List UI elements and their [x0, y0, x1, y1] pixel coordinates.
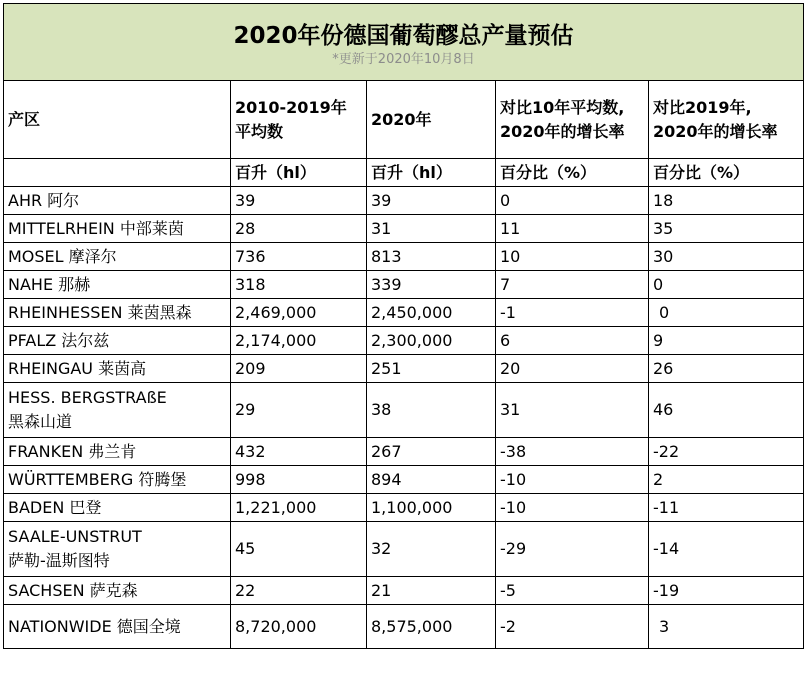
page-title: 2020年份德国葡萄醪总产量预估: [233, 23, 574, 49]
cell-2020[interactable]: 2,300,000: [367, 327, 496, 355]
cell-2020[interactable]: 32: [367, 522, 496, 577]
cell-average[interactable]: 8,720,000: [231, 605, 367, 649]
cell-vs-average[interactable]: 11: [496, 215, 649, 243]
cell-region[interactable]: WÜRTTEMBERG 符腾堡: [4, 466, 231, 494]
cell-vs-average[interactable]: -10: [496, 494, 649, 522]
header-vs-average[interactable]: [496, 81, 649, 159]
table-row-total: [4, 605, 804, 649]
cell-2020[interactable]: 1,100,000: [367, 494, 496, 522]
header-vs-2019[interactable]: [649, 81, 804, 159]
title-cell[interactable]: [4, 4, 804, 81]
unit-vs-average[interactable]: 百分比（%）: [496, 159, 649, 187]
header-vs-2019-line2: 2020年的增长率: [653, 121, 778, 141]
cell-2020[interactable]: 38: [367, 383, 496, 438]
header-average-line2: 平均数: [235, 121, 284, 141]
cell-average[interactable]: 2,469,000: [231, 299, 367, 327]
cell-vs-2019[interactable]: -14: [649, 522, 804, 577]
cell-2020[interactable]: 813: [367, 243, 496, 271]
cell-region[interactable]: AHR 阿尔: [4, 187, 231, 215]
cell-average[interactable]: 998: [231, 466, 367, 494]
cell-vs-average[interactable]: -1: [496, 299, 649, 327]
cell-vs-average[interactable]: -10: [496, 466, 649, 494]
table-row: [4, 327, 804, 355]
cell-2020[interactable]: 8,575,000: [367, 605, 496, 649]
cell-region-line1: HESS. BERGSTRAßE: [8, 388, 167, 407]
cell-vs-2019[interactable]: 3: [649, 605, 804, 649]
header-average[interactable]: [231, 81, 367, 159]
cell-region[interactable]: RHEINGAU 莱茵高: [4, 355, 231, 383]
table-row: [4, 243, 804, 271]
table-row: [4, 577, 804, 605]
header-vs-2019-line1: 对比2019年,: [653, 97, 752, 117]
cell-region[interactable]: [4, 383, 231, 438]
cell-region[interactable]: NATIONWIDE 德国全境: [4, 605, 231, 649]
header-average-line1: 2010-2019年: [235, 97, 347, 117]
cell-average[interactable]: 22: [231, 577, 367, 605]
cell-vs-average[interactable]: 7: [496, 271, 649, 299]
table-row: [4, 438, 804, 466]
cell-region[interactable]: RHEINHESSEN 莱茵黑森: [4, 299, 231, 327]
spreadsheet: [3, 3, 803, 649]
header-vs-average-line2: 2020年的增长率: [500, 121, 625, 141]
cell-2020[interactable]: 31: [367, 215, 496, 243]
cell-average[interactable]: 209: [231, 355, 367, 383]
table-row: [4, 355, 804, 383]
cell-region-line2: 萨勒-温斯图特: [8, 551, 110, 570]
cell-vs-average[interactable]: -2: [496, 605, 649, 649]
cell-vs-2019[interactable]: 18: [649, 187, 804, 215]
table-row: [4, 522, 804, 577]
production-table: [3, 3, 804, 649]
cell-vs-average[interactable]: 0: [496, 187, 649, 215]
cell-average[interactable]: 45: [231, 522, 367, 577]
cell-average[interactable]: 736: [231, 243, 367, 271]
cell-vs-2019[interactable]: 35: [649, 215, 804, 243]
cell-vs-2019[interactable]: -19: [649, 577, 804, 605]
cell-average[interactable]: 432: [231, 438, 367, 466]
cell-average[interactable]: 318: [231, 271, 367, 299]
cell-vs-2019[interactable]: 30: [649, 243, 804, 271]
table-row: [4, 271, 804, 299]
table-row: [4, 187, 804, 215]
cell-2020[interactable]: 21: [367, 577, 496, 605]
cell-average[interactable]: 28: [231, 215, 367, 243]
cell-vs-2019[interactable]: 26: [649, 355, 804, 383]
unit-average[interactable]: 百升（hl）: [231, 159, 367, 187]
cell-region[interactable]: BADEN 巴登: [4, 494, 231, 522]
table-row: [4, 383, 804, 438]
cell-vs-average[interactable]: 31: [496, 383, 649, 438]
cell-vs-average[interactable]: 6: [496, 327, 649, 355]
cell-vs-2019[interactable]: 0: [649, 299, 804, 327]
table-row: [4, 494, 804, 522]
cell-vs-2019[interactable]: -22: [649, 438, 804, 466]
cell-average[interactable]: 39: [231, 187, 367, 215]
cell-2020[interactable]: 2,450,000: [367, 299, 496, 327]
cell-region[interactable]: PFALZ 法尔兹: [4, 327, 231, 355]
cell-region-line2: 黑森山道: [8, 412, 73, 431]
table-row: [4, 215, 804, 243]
cell-vs-2019[interactable]: 2: [649, 466, 804, 494]
cell-2020[interactable]: 267: [367, 438, 496, 466]
cell-2020[interactable]: 339: [367, 271, 496, 299]
cell-average[interactable]: 1,221,000: [231, 494, 367, 522]
cell-region[interactable]: [4, 522, 231, 577]
cell-region[interactable]: MOSEL 摩泽尔: [4, 243, 231, 271]
cell-2020[interactable]: 251: [367, 355, 496, 383]
cell-2020[interactable]: 894: [367, 466, 496, 494]
cell-vs-average[interactable]: -38: [496, 438, 649, 466]
table-row: [4, 299, 804, 327]
cell-region-line1: SAALE-UNSTRUT: [8, 527, 142, 546]
cell-region[interactable]: FRANKEN 弗兰肯: [4, 438, 231, 466]
cell-region[interactable]: SACHSEN 萨克森: [4, 577, 231, 605]
header-region[interactable]: 产区: [4, 81, 231, 159]
cell-vs-average[interactable]: -29: [496, 522, 649, 577]
header-row: [4, 81, 804, 159]
table-row: [4, 466, 804, 494]
cell-vs-2019[interactable]: -11: [649, 494, 804, 522]
cell-region[interactable]: NAHE 那赫: [4, 271, 231, 299]
unit-2020[interactable]: 百升（hl）: [367, 159, 496, 187]
cell-vs-2019[interactable]: 9: [649, 327, 804, 355]
cell-vs-2019[interactable]: 46: [649, 383, 804, 438]
cell-average[interactable]: 2,174,000: [231, 327, 367, 355]
unit-region[interactable]: [4, 159, 231, 187]
cell-vs-average[interactable]: 20: [496, 355, 649, 383]
cell-region[interactable]: MITTELRHEIN 中部莱茵: [4, 215, 231, 243]
cell-vs-average[interactable]: 10: [496, 243, 649, 271]
unit-row: [4, 159, 804, 187]
cell-vs-average[interactable]: -5: [496, 577, 649, 605]
cell-average[interactable]: 29: [231, 383, 367, 438]
header-vs-average-line1: 对比10年平均数,: [500, 97, 625, 117]
unit-vs-2019[interactable]: 百分比（%）: [649, 159, 804, 187]
cell-2020[interactable]: 39: [367, 187, 496, 215]
cell-vs-2019[interactable]: 0: [649, 271, 804, 299]
header-2020[interactable]: 2020年: [367, 81, 496, 159]
update-note: *更新于2020年10月8日: [332, 52, 475, 67]
